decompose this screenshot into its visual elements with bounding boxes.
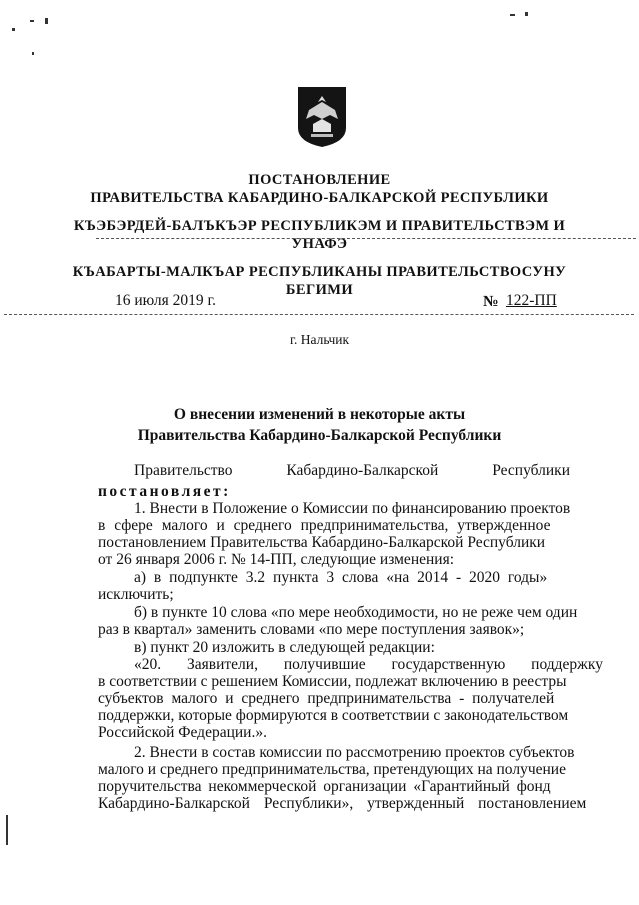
scan-speck (6, 815, 8, 845)
government-name-kabardian: КЪЭБЭРДЕЙ-БАЛЪКЪЭР РЕСПУБЛИКЭМ И ПРАВИТЕЛЬСТВЭМ И (73, 218, 566, 234)
scan-speck (30, 20, 34, 22)
decree-verb: постановляет: (98, 483, 231, 500)
clause-20-line: «20. Заявители, получившие государственную поддержку (134, 656, 603, 673)
subparagraph-b-line: раз в квартал» заменить словами «по мере поступления заявок»; (98, 621, 525, 638)
scan-speck (12, 28, 15, 31)
decree-number: 122-ПП (506, 292, 557, 309)
paragraph-2-line: малого и среднего предпринимательства, претендующих на получение (98, 761, 566, 778)
paragraph-1-line: в сфере малого и среднего предпринимательства, утвержденное (98, 517, 551, 534)
decree-subject-line: Правительства Кабардино-Балкарской Республики (137, 427, 502, 444)
clause-20-line: Российской Федерации.». (98, 724, 267, 741)
scan-speck (510, 14, 515, 16)
decree-subject (0, 404, 639, 446)
paragraph-1-line: постановлением Правительства Кабардино-Балкарской Республики (98, 534, 546, 551)
paragraph-2-line: поручительства некоммерческой организации «Гарантийный фонд (98, 778, 551, 795)
decree-number-label: № (483, 293, 499, 310)
government-name-balkar: КЪАБАРТЫ-МАЛКЪАР РЕСПУБЛИКАНЫ ПРАВИТЕЛЬСТВОСУНУ (72, 264, 567, 280)
subparagraph-b-line: б) в пункте 10 слова «по мере необходимости, но не реже чем один (134, 604, 578, 621)
intro-line (134, 462, 570, 480)
scan-speck (525, 12, 528, 16)
document-title: ПОСТАНОВЛЕНИЕ (248, 172, 391, 188)
clause-20-line: в соответствии с решением Комиссии, подлежат включению в реестры (98, 673, 567, 690)
document-type-balkar: БЕГИМИ (285, 282, 354, 298)
clause-20-line: субъектов малого и среднего предпринимательства - получателей (98, 690, 555, 707)
intro-word: Кабардино-Балкарской (286, 462, 439, 479)
intro-word: Правительство (134, 462, 233, 479)
subparagraph-a-line: а) в подпункте 3.2 пункта 3 слова «на 2014 - 2020 годы» (134, 569, 548, 586)
paragraph-1-line: 1. Внести в Положение о Комиссии по финансированию проектов (134, 500, 571, 517)
city-name: г. Нальчик (289, 332, 350, 347)
paragraph-1-line: от 26 января 2006 г. № 14-ПП, следующие изменения: (98, 551, 455, 568)
clause-20-line: поддержки, которые формируются в соответствии с законодательством (98, 707, 569, 724)
scan-speck (32, 52, 34, 55)
scan-speck (45, 18, 48, 24)
intro-word: Республики (492, 462, 570, 479)
subparagraph-c: в) пункт 20 изложить в следующей редакции: (134, 639, 435, 656)
coat-of-arms-emblem (297, 86, 347, 148)
subparagraph-a-line: исключить; (98, 586, 174, 603)
header-separator (96, 238, 636, 239)
paragraph-2-line: 2. Внести в состав комиссии по рассмотрению проектов субъектов (134, 744, 575, 761)
decree-subject-line: О внесении изменений в некоторые акты (173, 406, 466, 423)
date-separator (4, 314, 634, 315)
paragraph-2-line: Кабардино-Балкарской Республики», утвержденный постановлением (98, 795, 587, 812)
decree-date: 16 июля 2019 г. (115, 292, 216, 309)
document-type-kabardian: УНАФЭ (291, 236, 348, 252)
government-name-ru: ПРАВИТЕЛЬСТВА КАБАРДИНО-БАЛКАРСКОЙ РЕСПУБЛИКИ (90, 190, 549, 206)
